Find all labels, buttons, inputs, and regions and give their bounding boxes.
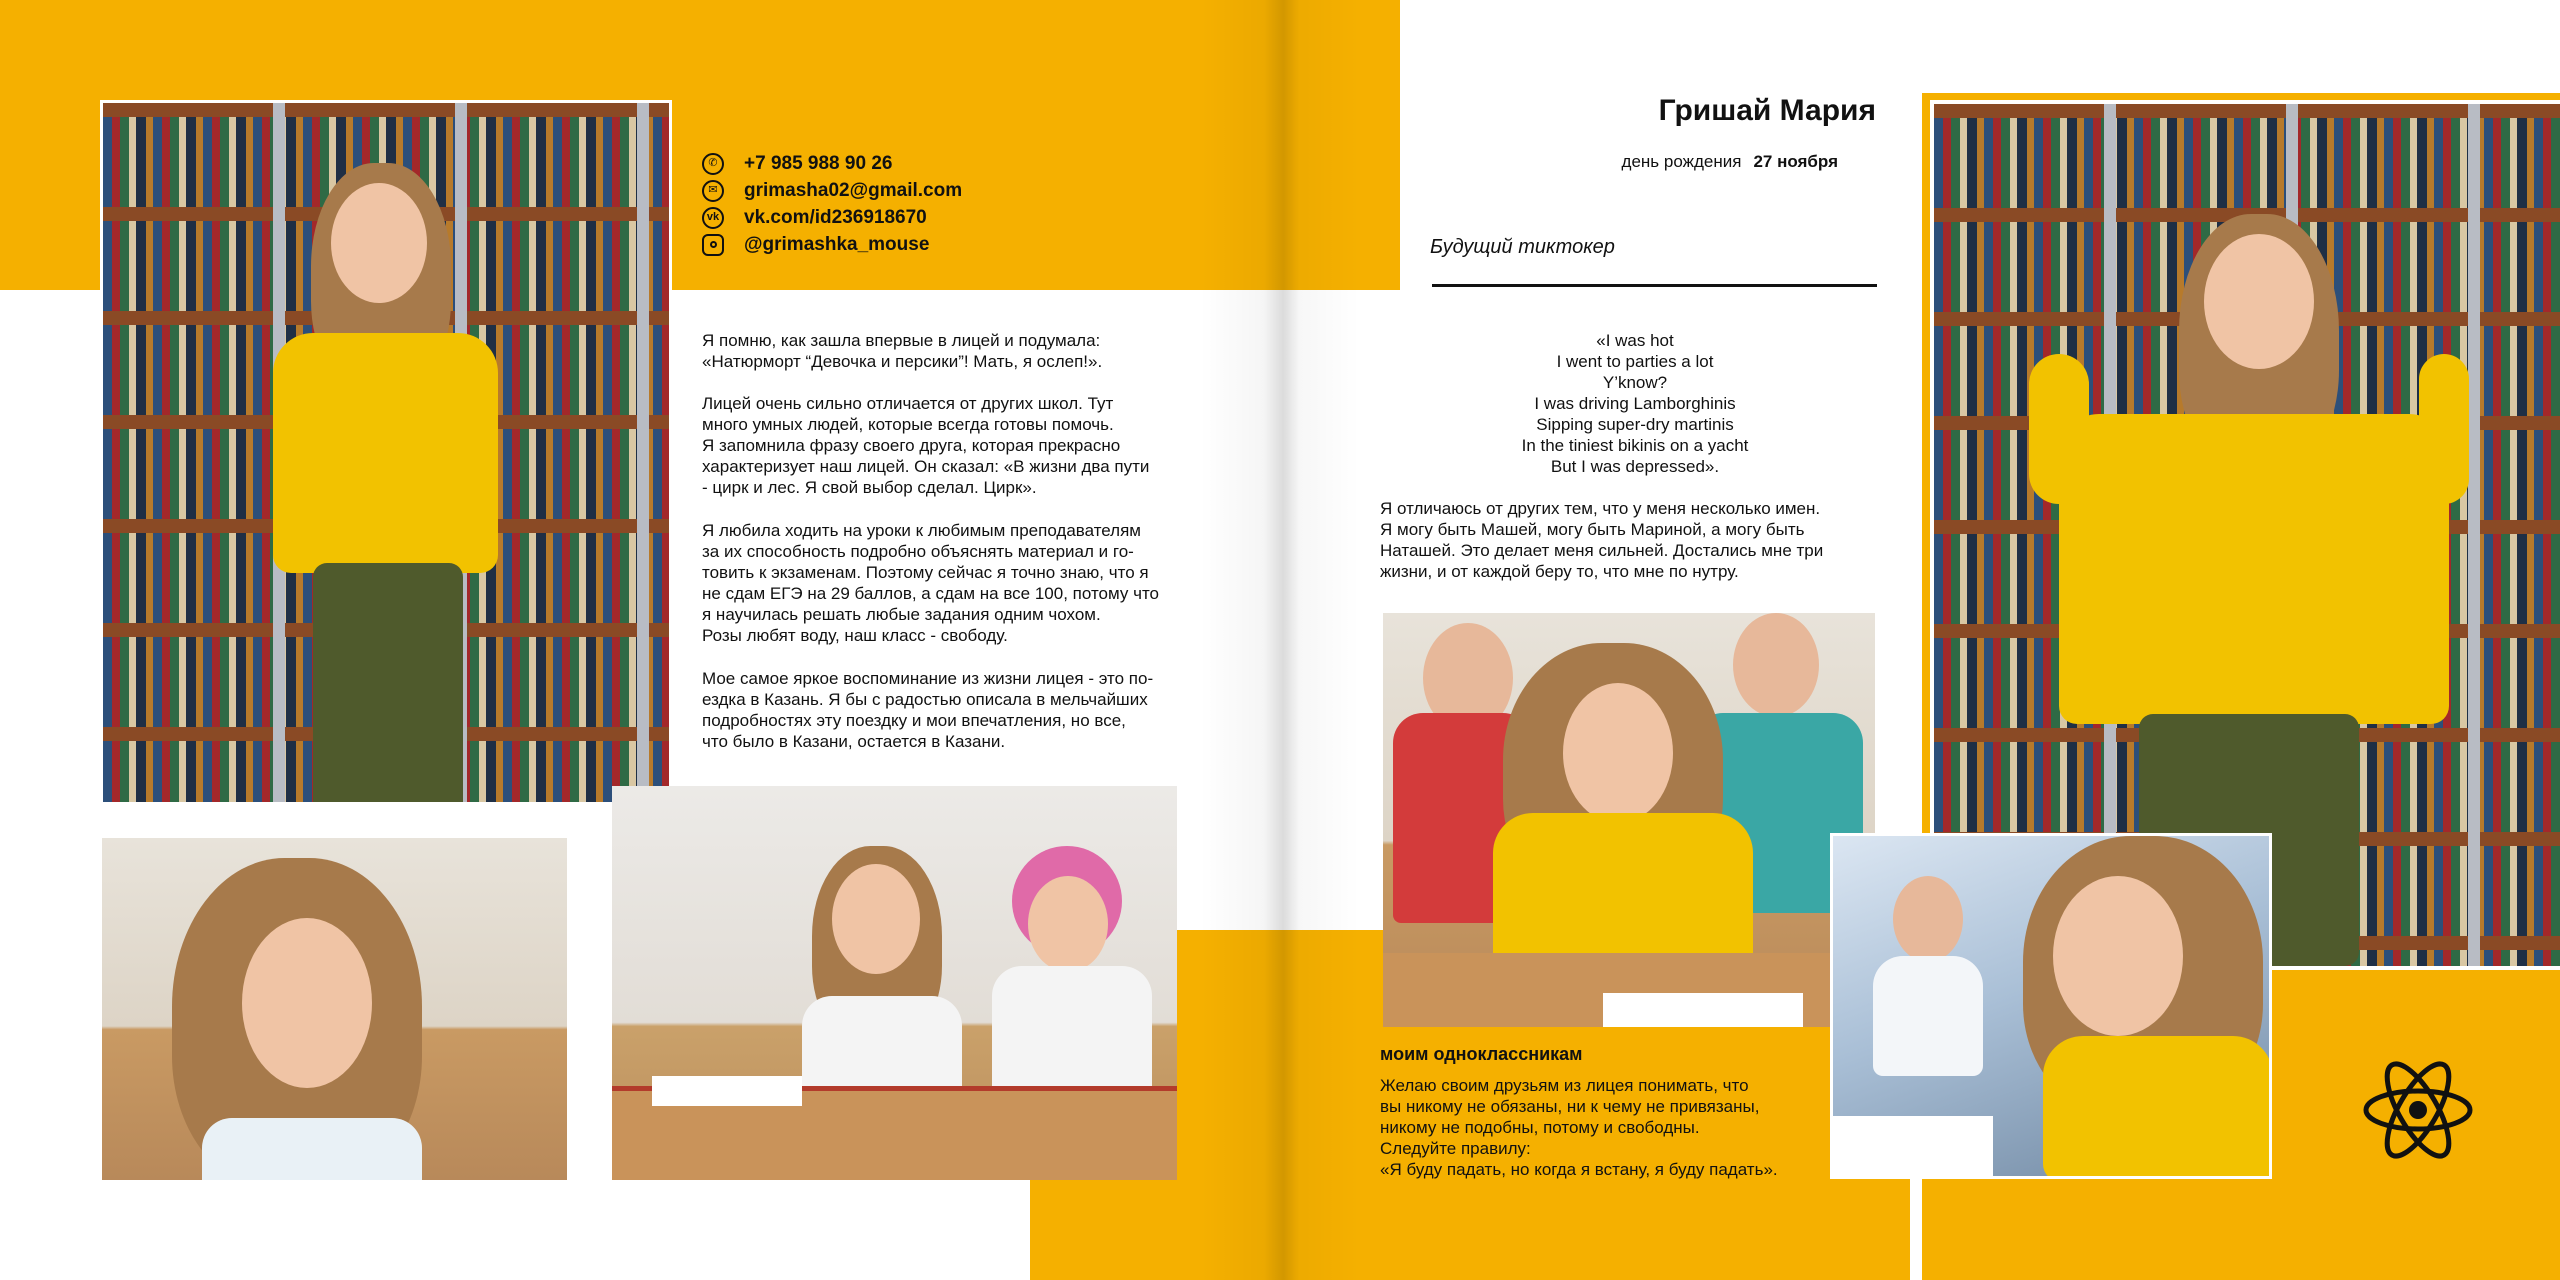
two-girls-classroom-photo: [612, 786, 1177, 1180]
contact-vk-text: vk.com/id236918670: [744, 206, 927, 228]
contact-instagram-text: @grimashka_mouse: [744, 233, 930, 255]
student-figure: [273, 163, 513, 805]
contact-phone-text: +7 985 988 90 26: [744, 152, 893, 174]
instagram-icon: [702, 234, 724, 256]
thoughtful-girl-photo: [102, 838, 567, 1180]
birthday-label: день рождения: [1621, 152, 1742, 171]
contact-vk[interactable]: [702, 204, 1122, 231]
classmates-title: моим одноклассникам: [1380, 1044, 1583, 1064]
yellow-band-top-middle: [1220, 0, 1400, 290]
memory-paragraph-3: Я любила ходить на уроки к любимым преподавателям за их способность подробно объяснять материал и го- товить к экзаменам. Поэтому сейчас я точно знаю, что я не сдам ЕГЭ на 29 баллов, а сдам на все 100, потому что я научилась решать любые задания одним чохом. Розы любят воду, наш класс - свободу.: [702, 521, 1159, 645]
contact-email[interactable]: [702, 177, 1122, 204]
about-paragraph: Я отличаюсь от других тем, что у меня несколько имен. Я могу быть Машей, могу быть Мариной, а могу быть Наташей. Это делает меня сильней. Достались мне три жизни, и от каждой беру то, что мне по нутру.: [1380, 499, 1824, 581]
song-quote: «I was hot I went to parties a lot Y’know? I was driving Lamborghinis Sipping super-dry martinis In the tiniest bikinis on a yacht But I was depressed».: [1521, 331, 1749, 476]
birthday: [1622, 152, 1838, 172]
motto: Будущий тиктокер: [1430, 236, 1615, 258]
student-name: Гришай Мария: [1658, 94, 1876, 127]
contact-instagram[interactable]: [702, 231, 1122, 258]
birthday-value: 27 ноября: [1753, 152, 1838, 171]
memory-paragraph-1: Я помню, как зашла впервые в лицей и подумала: «Натюрморт “Девочка и персики”! Мать, я ослеп!».: [702, 331, 1103, 371]
memory-paragraph-4: Мое самое яркое воспоминание из жизни лицея - это по- ездка в Казань. Я бы с радостью описала в мельчайших подробностях эту поездку и мои впечатления, но все, что было в Казани, остается в Казани.: [702, 669, 1154, 751]
girl-at-desk-photo: [1383, 613, 1875, 1027]
phone-icon: ✆: [702, 153, 724, 175]
portrait-photo-bookshelf: [100, 100, 672, 805]
motto-underline: [1432, 284, 1877, 287]
girl-writing-photo: [1830, 833, 2272, 1179]
memory-paragraph-2: Лицей очень сильно отличается от других школ. Тут много умных людей, которые всегда готовы помочь. Я запомнила фразу своего друга, которая прекрасно характеризует наш лицей. Он сказал: «В жизни два пути - цирк и лес. Я свой выбор сделал. Цирк».: [702, 394, 1150, 497]
vk-icon: vk: [702, 207, 724, 229]
contact-phone[interactable]: [702, 150, 1122, 177]
contact-email-text: grimasha02@gmail.com: [744, 179, 963, 201]
classmates-message: Желаю своим друзьям из лицея понимать, что вы никому не обязаны, ни к чему не привязаны, никому не подобны, потому и свободны. Следуйте правилу: «Я буду падать, но когда я встану, я буду падать».: [1380, 1076, 1778, 1179]
email-icon: ✉: [702, 180, 724, 202]
atom-icon: [2362, 1054, 2474, 1166]
contact-list: [702, 150, 1122, 258]
